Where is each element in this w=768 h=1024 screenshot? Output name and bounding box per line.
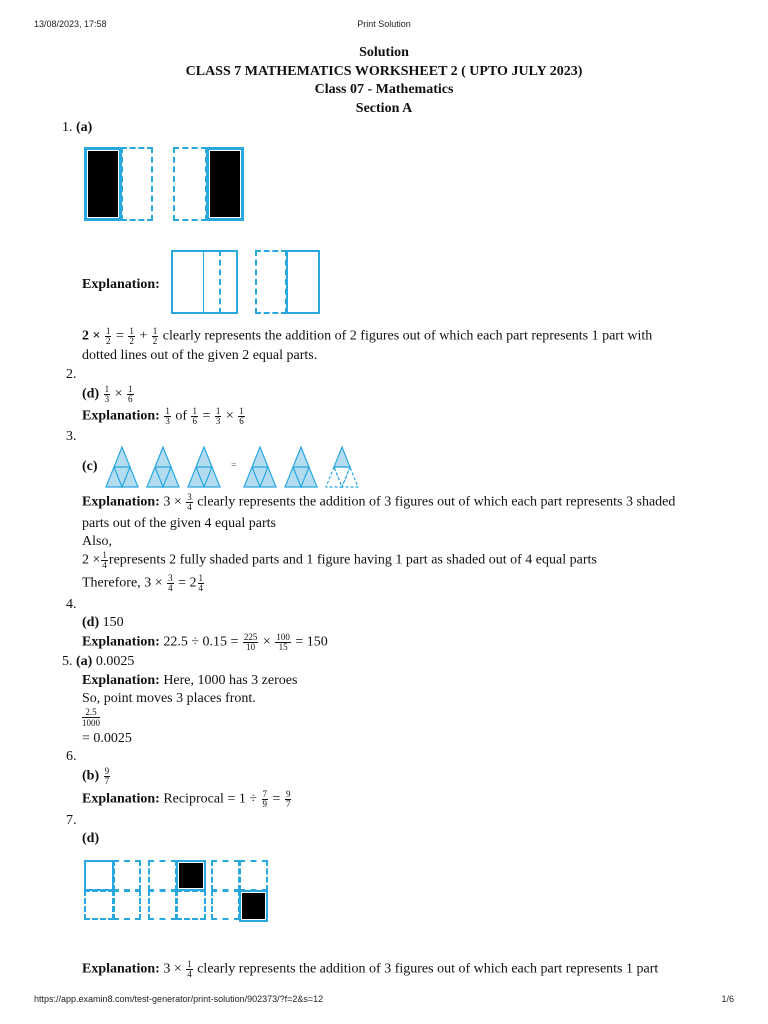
q4-answer-line: (d) 150	[82, 615, 124, 630]
q1-exp-box-left	[171, 250, 238, 314]
q5-line2: So, point moves 3 places front.	[82, 691, 256, 706]
q3-also: Also,	[82, 534, 112, 549]
q6-explanation: Explanation: Reciprocal = 1 ÷ $\frac{7}{9}$ = $\frac{9}{7}$	[82, 789, 291, 809]
q1-number: 1.	[62, 120, 73, 135]
q5-answer-line: 5. (a) 0.0025	[62, 654, 135, 669]
q1-explanation-label: Explanation:	[82, 277, 160, 292]
q1-shaded-part-right	[210, 151, 240, 217]
page-url: https://app.examin8.com/test-generator/print-solution/902373/?f=2&s=12	[34, 994, 324, 1004]
q3-triangle-figure	[104, 444, 366, 492]
q3-number: 3.	[66, 429, 77, 444]
q7-number: 7.	[66, 813, 77, 828]
q1-exp-divider-left	[203, 250, 204, 314]
q4-number: 4.	[66, 597, 77, 612]
print-datetime: 13/08/2023, 17:58	[34, 19, 107, 29]
q3-therefore: Therefore, 3 × $\frac{3}{4}$ = 2 $\frac{1}{4}$	[82, 573, 203, 593]
q6-answer-line: (b) $\frac{9}{7}$	[82, 766, 110, 786]
q5-explanation: Explanation: Here, 1000 has 3 zeroes	[82, 673, 298, 688]
q1-explanation-line1: 2 × $\frac{1}{2}$ = $\frac{1}{2}$ + $\frac{1}{2}$ clearly represents the addition of 2 figures out of which each part represents 1 part with	[82, 326, 653, 346]
q1-exp-dashed-divider	[219, 250, 221, 314]
q1-exp-dashed-box	[255, 250, 287, 314]
q7-g1-cell-4	[113, 890, 141, 920]
triangle-partial-6	[326, 447, 358, 487]
q1-exp-box-right	[286, 250, 320, 314]
q5-fraction-numerator: 2.5	[82, 707, 100, 718]
triangle-shaded-4	[244, 447, 276, 487]
title-class: Class 07 - Mathematics	[314, 82, 454, 97]
title-solution: Solution	[359, 45, 409, 60]
q7-g1-cell-3	[84, 890, 114, 920]
q7-g1-cell-1	[84, 860, 114, 891]
q1-heading	[62, 119, 92, 137]
q1-answer: (a)	[76, 120, 93, 135]
triangle-shaded-1	[106, 447, 138, 487]
q1-explanation-line2: dotted lines out of the given 2 equal parts.	[82, 348, 318, 363]
q7-g2-cell-1	[148, 860, 177, 891]
q7-answer: (d)	[82, 831, 100, 846]
q2-explanation: Explanation: $\frac{1}{3}$ of $\frac{1}{6}$ = $\frac{1}{3}$ × $\frac{1}{6}$	[82, 406, 244, 426]
q1-shaded-part-left	[88, 151, 118, 217]
print-title: Print Solution	[357, 19, 411, 29]
q2-answer-line: (d) $\frac{1}{3}$ × $\frac{1}{6}$	[82, 384, 133, 404]
q7-explanation-line1: Explanation: 3 × $\frac{1}{4}$ clearly represents the addition of 3 figures out of which each part represents 1 part	[82, 959, 659, 979]
triangle-shaded-3	[188, 447, 220, 487]
q5-fraction-denominator: 1000	[82, 718, 100, 728]
q7-g3-cell-3	[211, 890, 240, 920]
q7-g1-cell-2	[113, 860, 141, 891]
q4-explanation: Explanation: 22.5 ÷ 0.15 = $\frac{225}{10}$ × $\frac{100}{15}$ = 150	[82, 632, 328, 652]
q2-number: 2.	[66, 367, 77, 382]
triangle-shaded-5	[285, 447, 317, 487]
q1-dashed-box-right	[173, 147, 207, 221]
q7-g3-shaded	[242, 893, 265, 919]
q7-g2-shaded	[179, 863, 203, 888]
q7-g2-cell-4	[176, 890, 206, 920]
q5-result: = 0.0025	[82, 731, 132, 746]
document-titles	[0, 44, 768, 118]
title-worksheet: CLASS 7 MATHEMATICS WORKSHEET 2 ( UPTO JULY 2023)	[185, 63, 583, 79]
q1-dashed-box-left	[121, 147, 153, 221]
q7-g3-cell-1	[211, 860, 240, 891]
q3-explanation-line3: 2 × $\frac{1}{4}$ represents 2 fully shaded parts and 1 figure having 1 part as shaded out of 4 equal parts	[82, 550, 597, 570]
q6-number: 6.	[66, 749, 77, 764]
q3-explanation-line1: Explanation: 3 × $\frac{3}{4}$ clearly represents the addition of 3 figures out of which each part represents 3 shaded	[82, 492, 676, 512]
q3-answer: (c)	[82, 459, 98, 474]
q3-equals-sign: =	[231, 460, 237, 471]
q3-explanation-line2: parts out of the given 4 equal parts	[82, 516, 277, 531]
q7-g3-cell-2	[239, 860, 268, 891]
triangle-shaded-2	[147, 447, 179, 487]
page-number: 1/6	[721, 994, 734, 1004]
title-section: Section A	[355, 100, 413, 116]
q5-fraction	[82, 707, 100, 728]
q7-g2-cell-3	[148, 890, 177, 920]
